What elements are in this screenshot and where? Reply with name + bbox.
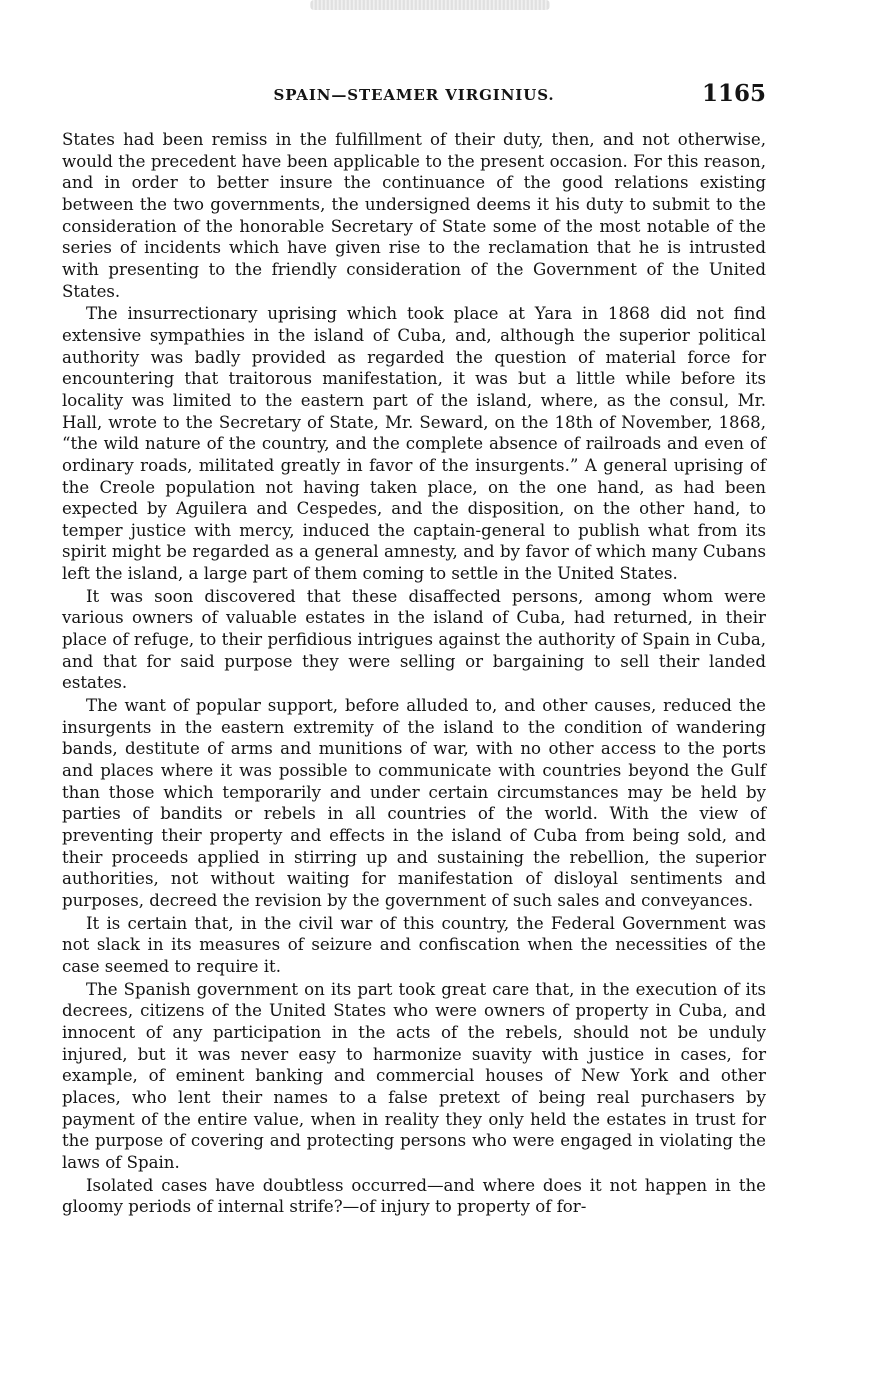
paragraph: The want of popular support, before alluded to, and other causes, reduced the insurgents in the eastern extremity of the island to the condition of wandering bands, destitute of arms and munitions of war, with no other access to the ports and places where it was possible to communicate with countries beyond the Gulf than those which temporarily and under certain circumstances may be held by parties of bandits or rebels in all countries of the world. With the view of preventing their property and effects in the island of Cuba from being sold, and their proceeds applied in stirring up and sustaining the rebellion, the superior authorities, not without waiting for manifestation of disloyal sentiments and purposes, decreed the revision by the government of such sales and conveyances. xyxy=(62,696,766,910)
paragraph: It is certain that, in the civil war of this country, the Federal Government was not slack in its measures of seizure and confiscation when the necessities of the case seemed to require it. xyxy=(62,913,766,976)
running-head: SPAIN—STEAMER VIRGINIUS. xyxy=(273,86,555,104)
paragraph: Isolated cases have doubtless occurred—and where does it not happen in the gloomy periods of internal strife?—of injury to property of for- xyxy=(62,1175,766,1217)
body-text xyxy=(62,129,766,1218)
paragraph: The Spanish government on its part took great care that, in the execution of its decrees, citizens of the United States who were owners of property in Cuba, and innocent of any participation in the acts of the rebels, should not be unduly injured, but it was never easy to harmonize suavity with justice in cases, for example, of eminent banking and commercial houses of New York and other places, who lent their names to a false pretext of being real purchasers by payment of the entire value, when in reality they only held the estates in trust for the purpose of covering and protecting persons who were engaged in violating the laws of Spain. xyxy=(62,979,766,1172)
paragraph: States had been remiss in the fulfillment of their duty, then, and not otherwise, would the precedent have been applicable to the present occasion. For this reason, and in order to better insure the continuance of the good relations existing between the two governments, the undersigned deems it his duty to submit to the consideration of the honorable Secretary of State some of the most notable of the series of incidents which have given rise to the reclamation that he is intrusted with presenting to the friendly consideration of the Government of the United States. xyxy=(62,130,766,301)
paragraph: It was soon discovered that these disaffected persons, among whom were various owners of valuable estates in the island of Cuba, had returned, in their place of refuge, to their perfidious intrigues against the authority of Spain in Cuba, and that for said purpose they were selling or bargaining to sell their landed estates. xyxy=(62,586,766,693)
scan-smudge xyxy=(310,0,550,10)
page-header xyxy=(62,80,766,110)
paragraph: The insurrectionary uprising which took place at Yara in 1868 did not find extensive sympathies in the island of Cuba, and, although the superior political authority was badly provided as regarded the question of material force for encountering that traitorous manifestation, it was but a little while before its locality was limited to the eastern part of the island, where, as the consul, Mr. Hall, wrote to the Secretary of State, Mr. Seward, on the 18th of November, 1868, “the wild nature of the country, and the complete absence of railroads and even of ordinary roads, militated greatly in favor of the insurgents.” A general uprising of the Creole population not having taken place, on the one hand, as had been expected by Aguilera and Cespedes, and the disposition, on the other hand, to temper justice with mercy, induced the captain-general to publish what from its spirit might be regarded as a general amnesty, and by favor of which many Cubans left the island, a large part of them coming to settle in the United States. xyxy=(62,304,766,584)
page-number: 1165 xyxy=(701,80,766,107)
